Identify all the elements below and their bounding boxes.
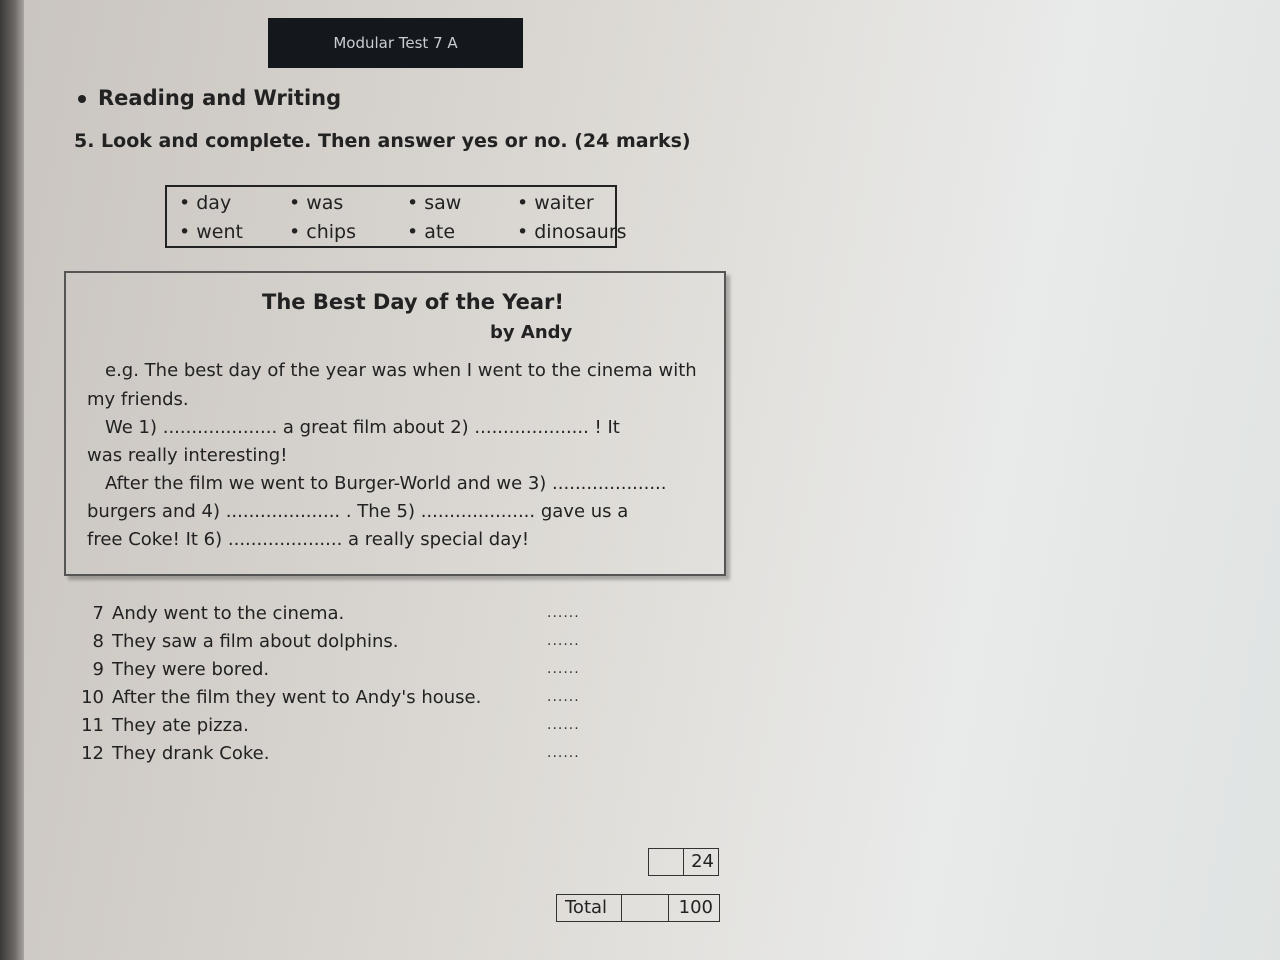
question-text: They saw a film about dolphins. xyxy=(112,631,399,652)
question-number: 9 xyxy=(92,659,104,680)
word-bank-item: • went xyxy=(179,218,289,246)
task-instruction: 5. Look and complete. Then answer yes or no. (24 marks) xyxy=(74,130,691,152)
question-item xyxy=(78,687,481,708)
story-author: by Andy xyxy=(490,322,573,343)
story-line: We 1) .................... a great film about 2) .................... ! It xyxy=(105,417,620,438)
total-score-input[interactable] xyxy=(621,894,669,922)
story-line: After the film we went to Burger-World and we 3) .................... xyxy=(105,473,667,494)
answer-blank[interactable]: ...... xyxy=(547,605,580,621)
answer-blank[interactable]: ...... xyxy=(547,717,580,733)
answer-blank[interactable]: ...... xyxy=(547,745,580,761)
word-bank-item: • saw xyxy=(407,189,517,217)
question-number: 11 xyxy=(81,715,104,736)
bullet-icon xyxy=(78,95,86,103)
answer-blank[interactable]: ...... xyxy=(547,661,580,677)
question-text: They drank Coke. xyxy=(112,743,270,764)
question-item xyxy=(78,743,269,764)
word-bank-item: • dinosaurs xyxy=(517,218,627,246)
task-score-max: 24 xyxy=(683,848,719,876)
question-number: 8 xyxy=(92,631,104,652)
test-title-banner: Modular Test 7 A xyxy=(268,18,523,68)
task-score-input[interactable] xyxy=(648,848,684,876)
question-number: 12 xyxy=(81,743,104,764)
story-line: was really interesting! xyxy=(87,445,288,466)
section-title: Reading and Writing xyxy=(98,86,342,110)
answer-blank[interactable]: ...... xyxy=(547,633,580,649)
question-text: After the film they went to Andy's house. xyxy=(112,687,482,708)
question-number: 10 xyxy=(81,687,104,708)
question-item xyxy=(78,631,399,652)
total-label: Total xyxy=(556,894,622,922)
question-item xyxy=(78,659,269,680)
question-text: Andy went to the cinema. xyxy=(112,603,345,624)
word-bank-item: • chips xyxy=(289,218,407,246)
question-text: They were bored. xyxy=(112,659,270,680)
word-bank-item: • was xyxy=(289,189,407,217)
section-heading xyxy=(78,86,341,110)
story-title: The Best Day of the Year! xyxy=(262,290,564,314)
total-score-max: 100 xyxy=(668,894,720,922)
question-item xyxy=(78,715,249,736)
word-bank-item: • ate xyxy=(407,218,517,246)
story-line: e.g. The best day of the year was when I went to the cinema with xyxy=(105,360,697,381)
word-bank-item: • day xyxy=(179,189,289,217)
answer-blank[interactable]: ...... xyxy=(547,689,580,705)
story-line: free Coke! It 6) .................... a really special day! xyxy=(87,529,530,550)
word-bank-item: • waiter xyxy=(517,189,627,217)
question-text: They ate pizza. xyxy=(112,715,249,736)
question-number: 7 xyxy=(92,603,104,624)
question-item xyxy=(78,603,344,624)
word-bank xyxy=(165,185,627,248)
story-line: burgers and 4) .................... . The 5) .................... gave us a xyxy=(87,501,629,522)
story-line: my friends. xyxy=(87,389,189,410)
monitor-bezel xyxy=(0,0,24,960)
